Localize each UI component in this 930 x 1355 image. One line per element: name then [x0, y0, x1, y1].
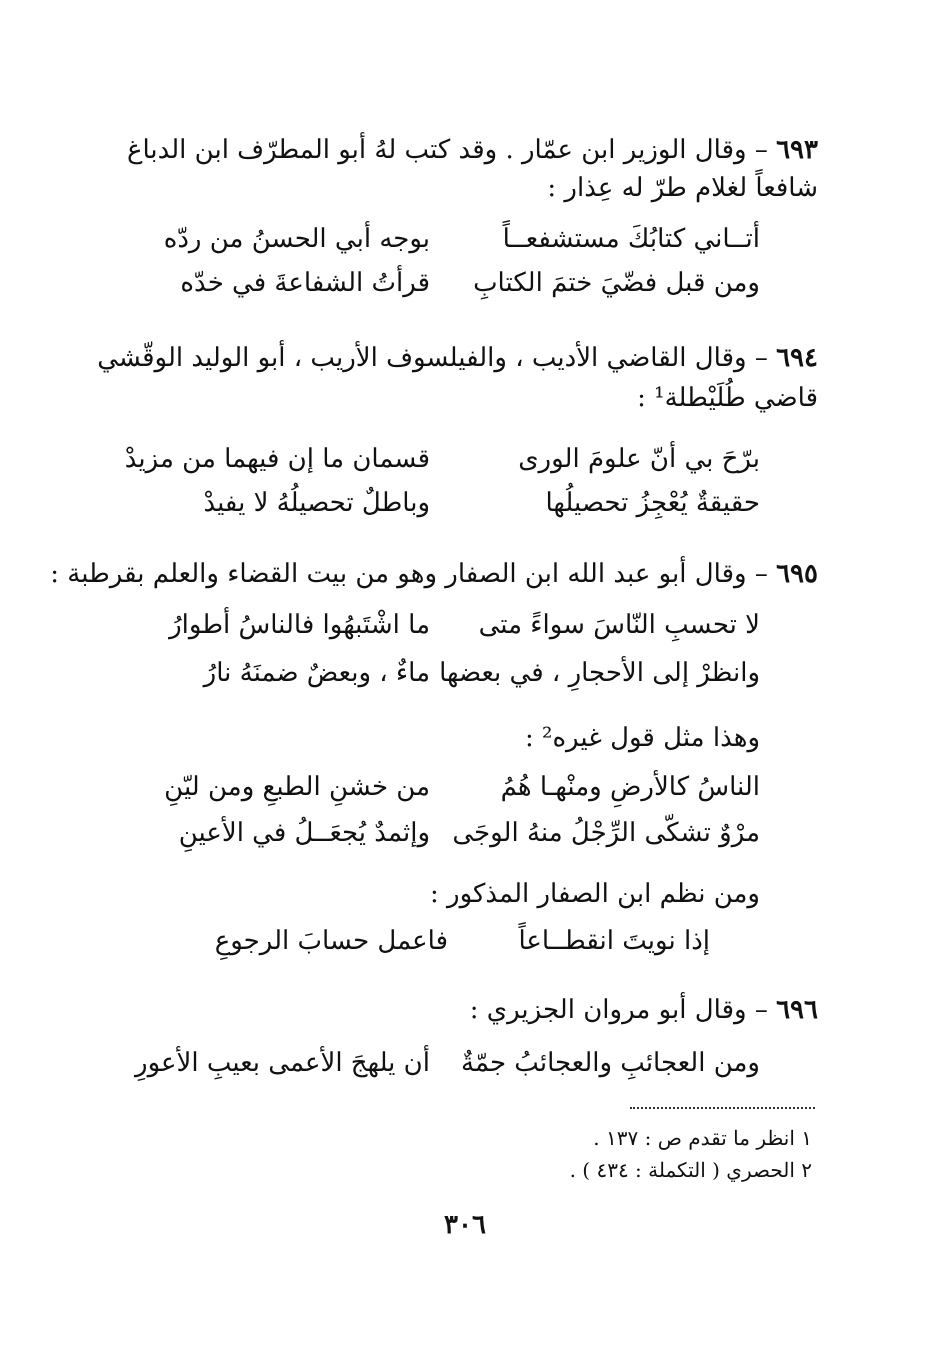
verse-hemistich-right: مرْوٌ تشكّى الرِّجْلُ منهُ الوجَى [452, 818, 760, 848]
verse-hemistich-right: لا تحسبِ النّاسَ سواءً متى [478, 610, 760, 640]
verse-hemistich-left: ما اشْتَبهُوا فالناسُ أطوارُ [169, 610, 430, 640]
verse-hemistich-left: فاعمل حسابَ الرجوعِ [214, 926, 448, 956]
entry-number: ٦٩٣ [776, 135, 818, 165]
note-line [112, 716, 760, 760]
verse-block-696 [120, 1048, 760, 1092]
verse-hemistich-right: حقيقةٌ يُعْجِزُ تحصيلُها [545, 488, 760, 518]
verse-hemistich-right: وانظرْ إلى الأحجارِ ، في بعضها [439, 658, 760, 688]
verse-hemistich-left: أن يلهجَ الأعمى بعيبِ الأعورِ [135, 1048, 430, 1078]
verse-hemistich-right: برّحَ بي أنّ علومَ الورى [518, 444, 760, 474]
entry-694-line-2 [112, 376, 818, 420]
entry-text: – وقال القاضي الأديب ، والفيلسوف الأريب ، أبو الوليد الوقّشي [97, 343, 777, 373]
entry-number: ٦٩٦ [776, 995, 818, 1025]
note-line [112, 872, 760, 916]
verse-hemistich-right: أتــاني كتابُكَ مستشفعــاً [502, 224, 760, 254]
verse-hemistich-left: بوجه أبي الحسنُ من ردّه [163, 224, 430, 254]
verse-hemistich-left: وباطلٌ تحصيلُهُ لا يفيدْ [203, 488, 430, 518]
entry-695-line-1 [50, 552, 818, 596]
verse-hemistich-right: الناسُ كالأرضِ ومنْهـا هُمُ [500, 772, 760, 802]
note-text: وهذا مثل قول غيره² : [524, 723, 760, 753]
entry-text-continued: شافعاً لغلام طرّ له عِذار : [547, 173, 818, 203]
verse-hemistich-left: قرأتُ الشفاعةَ في خدّه [180, 268, 430, 298]
entry-694-line-1 [97, 336, 818, 380]
verse-block-695-c [170, 926, 710, 970]
page-number: ٣٠٦ [444, 1210, 486, 1240]
entry-text: – وقال أبو مروان الجزيري : [469, 995, 777, 1025]
verse-hemistich-left: ماءٌ ، وبعضٌ ضمنَهُ نارُ [203, 658, 430, 688]
entry-693-line-2 [112, 166, 818, 210]
verse-block-695 [120, 610, 760, 700]
verse-hemistich-left: وإثمدٌ يُجعَــلُ في الأعينِ [178, 818, 430, 848]
footnote-1: ١ انظر ما تقدم ص : ١٣٧ . [593, 1126, 812, 1150]
entry-696-line-1 [112, 988, 818, 1032]
note-text: ومن نظم ابن الصفار المذكور : [430, 879, 760, 909]
verse-block-695-b [120, 772, 760, 862]
entry-text: – وقال أبو عبد الله ابن الصفار وهو من بيت القضاء والعلم بقرطبة : [50, 559, 777, 589]
footnote-divider [630, 1107, 815, 1109]
entry-number: ٦٩٥ [776, 559, 818, 589]
verse-block-694 [120, 444, 760, 534]
footnote-2: ٢ الحصري ( التكملة : ٤٣٤ ) . [569, 1158, 812, 1182]
verse-hemistich-right: ومن العجائبِ والعجائبُ جمّةٌ [461, 1048, 760, 1078]
verse-hemistich-left: من خشنِ الطبعِ ومن ليّنِ [164, 772, 430, 802]
entry-text-continued: قاضي طُلَيْطلة¹ : [637, 383, 818, 413]
entry-number: ٦٩٤ [776, 343, 818, 373]
verse-hemistich-right: ومن قبل فضّيَ ختمَ الكتابِ [473, 268, 760, 298]
verse-hemistich-right: إذا نويتَ انقطــاعاً [518, 926, 710, 956]
verse-block-693 [120, 224, 760, 314]
verse-hemistich-left: قسمان ما إن فيهما من مزيدْ [124, 444, 430, 474]
entry-text: – وقال الوزير ابن عمّار . وقد كتب لهُ أبو المطرّف ابن الدباغ [126, 135, 777, 165]
